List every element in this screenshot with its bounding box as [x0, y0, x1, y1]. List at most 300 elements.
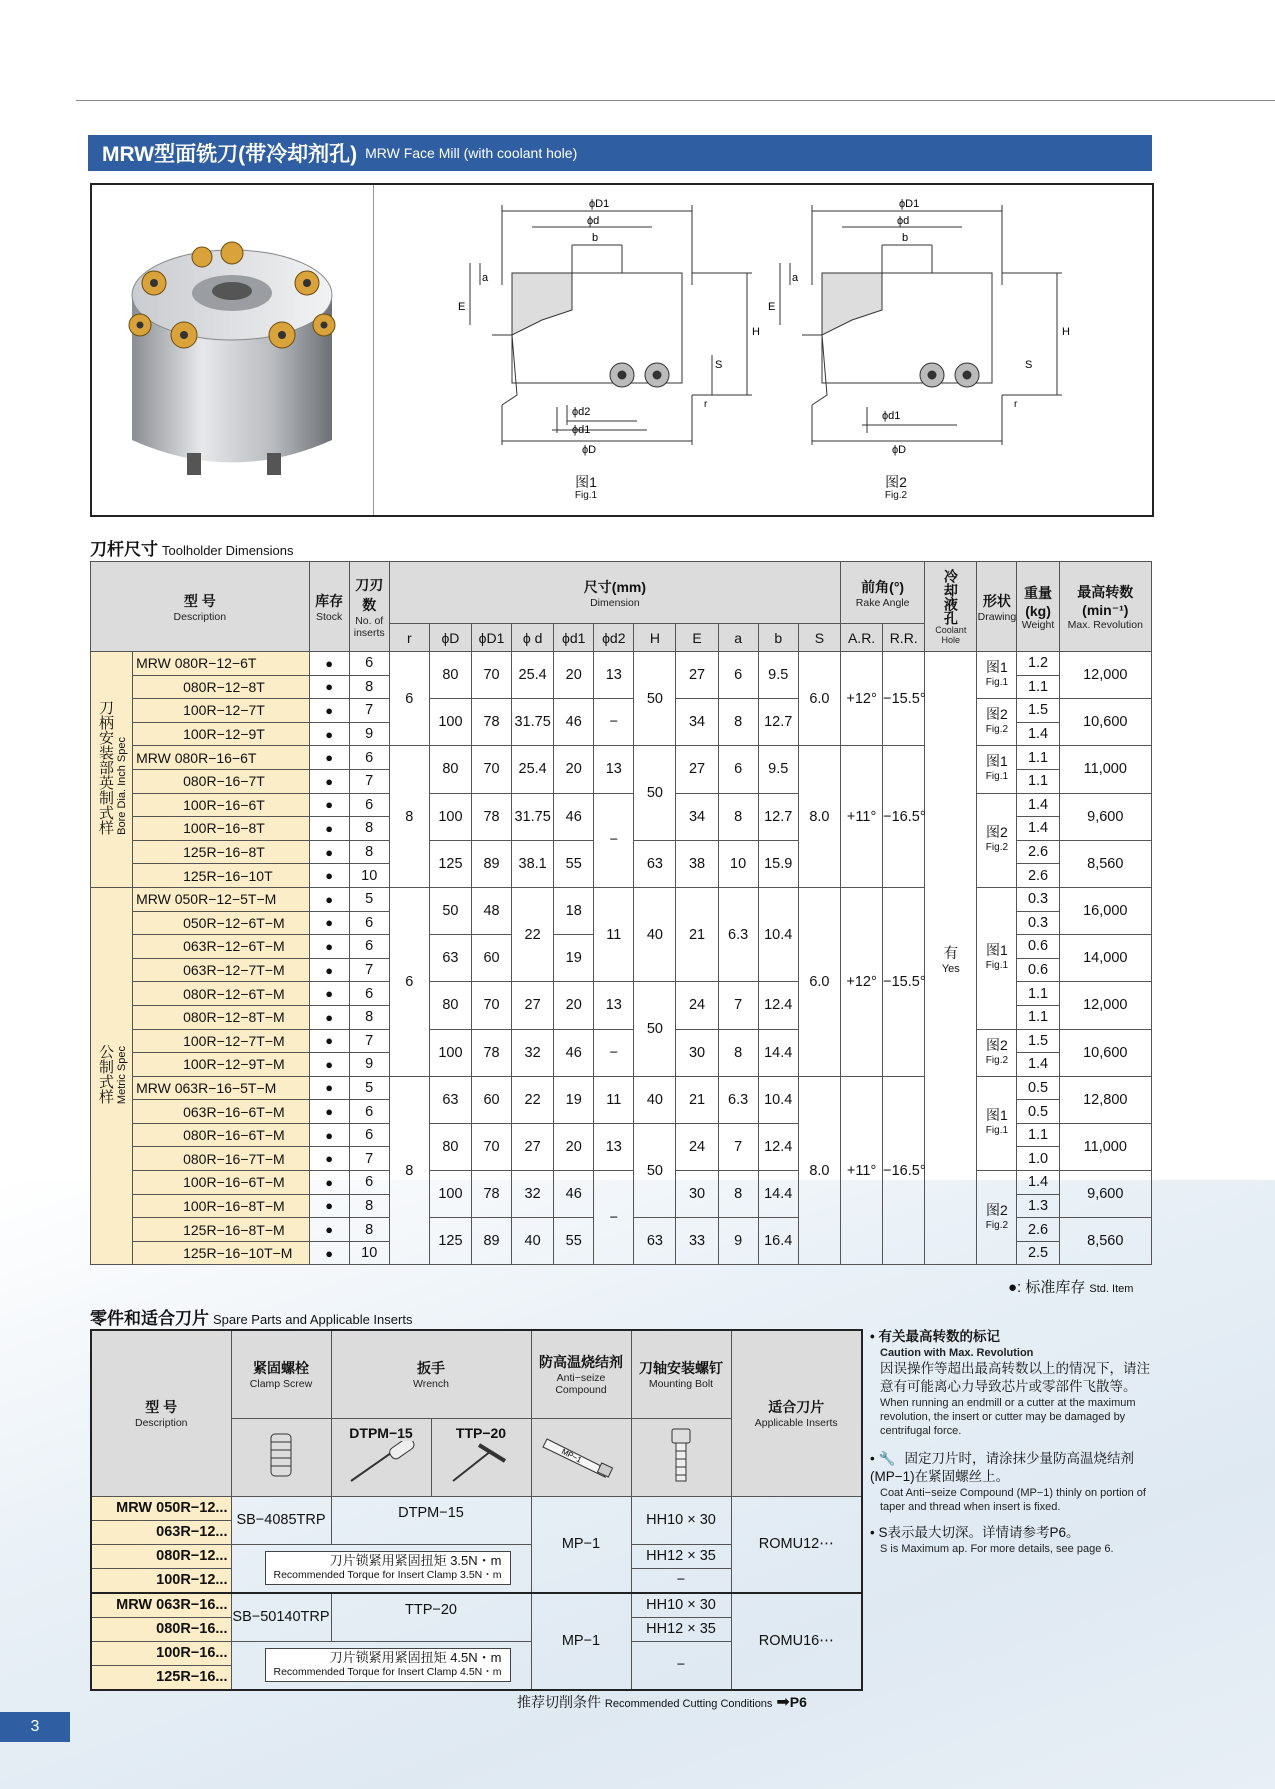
label2-d1: ϕd1 — [882, 410, 901, 422]
table-row: 063R−12−6T−M — [133, 935, 309, 959]
wrench-small-icon: 🔧 — [878, 1451, 896, 1466]
d-cell: 27 — [512, 1123, 554, 1170]
table-row: 050R−12−6T−M — [133, 911, 309, 935]
col-b: b — [758, 624, 798, 652]
maxrev-cell: 10,600 — [1059, 699, 1151, 746]
col-D1: ϕD1 — [471, 624, 511, 652]
H-cell: 63 — [634, 1218, 676, 1265]
inserts-cell: 8 — [349, 817, 389, 841]
d-cell: 22 — [512, 887, 554, 981]
fig2-en: Fig.2 — [884, 490, 908, 501]
b-cell: 9.5 — [758, 652, 798, 699]
a-cell: 8 — [718, 1029, 758, 1076]
weight-cell: 0.3 — [1017, 887, 1059, 911]
fig2-caption — [866, 475, 926, 503]
parts-hdr-antiseize: 防高温烧结剂 Anti−seize Compound — [531, 1330, 631, 1418]
D1-cell: 48 — [471, 887, 511, 934]
weight-cell: 0.5 — [1017, 1100, 1059, 1124]
parts-title-en: Spare Parts and Applicable Inserts — [213, 1312, 413, 1327]
d1-cell: 46 — [554, 699, 594, 746]
col-E: E — [676, 624, 718, 652]
maxrev-cell: 8,560 — [1059, 1218, 1151, 1265]
D-cell: 100 — [429, 1171, 471, 1218]
label2-D: ϕD — [892, 444, 907, 456]
d2-cell: 11 — [594, 1076, 634, 1123]
torque-note-cell — [231, 1641, 531, 1690]
d2-cell: 13 — [594, 652, 634, 699]
weight-cell: 0.6 — [1017, 935, 1059, 959]
a-cell: 6 — [718, 652, 758, 699]
parts-model-row: MRW 063R−16... — [91, 1593, 231, 1618]
torque-note: 刀片锁紧用紧固扭矩 3.5N・m Recommended Torque for Insert Clamp 3.5N・m — [265, 1551, 511, 1585]
label2-E: E — [768, 301, 776, 313]
torque-note-cell — [231, 1544, 531, 1593]
a-cell: 10 — [718, 840, 758, 887]
weight-cell: 1.1 — [1017, 1005, 1059, 1029]
b-cell: 14.4 — [758, 1029, 798, 1076]
std-note-zh: ●: 标准库存 — [1008, 1279, 1086, 1296]
stock-dot: ● — [309, 1241, 349, 1265]
inserts-cell: 6 — [349, 793, 389, 817]
stock-dot: ● — [309, 1218, 349, 1242]
stock-dot: ● — [309, 1171, 349, 1195]
E-cell: 34 — [676, 793, 718, 840]
inserts-cell: 6 — [349, 935, 389, 959]
rec-en: Recommended Cutting Conditions — [604, 1698, 773, 1710]
drawing-cell: 图2 Fig.2 — [977, 793, 1017, 887]
label-d2: ϕd2 — [572, 406, 591, 418]
RR-cell: −16.5° — [883, 746, 925, 888]
col-a: a — [718, 624, 758, 652]
E-cell: 33 — [676, 1218, 718, 1265]
d2-cell: 13 — [594, 746, 634, 793]
insert-cell: ROMU12⋯ — [731, 1496, 862, 1593]
fig1-en: Fig.1 — [574, 490, 598, 501]
drawing-cell: 图2 Fig.2 — [977, 1171, 1017, 1265]
d-cell: 31.75 — [512, 699, 554, 746]
D-cell: 80 — [429, 982, 471, 1029]
stock-dot: ● — [309, 652, 349, 676]
inserts-cell: 8 — [349, 840, 389, 864]
col-d2: ϕd2 — [594, 624, 634, 652]
maxrev-cell: 14,000 — [1059, 935, 1151, 982]
table-row: 080R−12−8T — [133, 675, 309, 699]
b-cell: 12.7 — [758, 793, 798, 840]
table-row: 063R−12−7T−M — [133, 958, 309, 982]
torque-note: 刀片锁紧用紧固扭矩 4.5N・m Recommended Torque for Insert Clamp 4.5N・m — [265, 1648, 511, 1682]
inserts-cell: 9 — [349, 1053, 389, 1077]
clamp-screw-cell: SB−4085TRP — [231, 1496, 331, 1544]
note3-en: S is Maximum ap. For more details, see page 6. — [880, 1543, 1114, 1555]
drawing-cell: 图2 Fig.2 — [977, 699, 1017, 746]
weight-cell: 0.6 — [1017, 958, 1059, 982]
notes-panel: • 有关最高转数的标记 Caution with Max. Revolution 因误操作等超出最高转数以上的情况下，请注意有可能离心力导致芯片或零部件飞散等。 When running an endmill or a cutter at the maximum revolution, the insert or cutter may be damaged by centrifugal force. • 🔧 固定刀片时，请涂抹少量防高温烧结剂(MP−1)在紧固螺丝上。 Coat Anti−seize Compound (MP−1) thinly on portion of taper and thread when insert is fixed. • S表示最大切深。详情请参考P6。 S is Maximum ap. For more details, see page 6. — [870, 1328, 1155, 1556]
weight-cell: 1.5 — [1017, 1029, 1059, 1053]
bolt-cell: HH10 × 30 — [631, 1496, 731, 1544]
stock-dot: ● — [309, 675, 349, 699]
H-cell: 63 — [634, 840, 676, 887]
recommended-conditions-link[interactable] — [517, 1692, 807, 1712]
note2-zh: 固定刀片时，请涂抹少量防高温烧结剂(MP−1)在紧固螺丝上。 — [870, 1451, 1134, 1484]
inserts-cell: 6 — [349, 746, 389, 770]
D-cell: 100 — [429, 793, 471, 840]
label2-r: r — [1014, 399, 1018, 410]
weight-cell: 1.2 — [1017, 652, 1059, 676]
b-cell: 10.4 — [758, 1076, 798, 1123]
table-row: 063R−16−6T−M — [133, 1100, 309, 1124]
bolt-cell: HH10 × 30 — [631, 1593, 731, 1618]
col-H: H — [634, 624, 676, 652]
label-r: r — [704, 399, 708, 410]
weight-cell: 1.1 — [1017, 675, 1059, 699]
stock-dot: ● — [309, 1076, 349, 1100]
d1-cell: 46 — [554, 1029, 594, 1076]
inserts-cell: 6 — [349, 982, 389, 1006]
D-cell: 100 — [429, 699, 471, 746]
table-row: 080R−12−6T−M — [133, 982, 309, 1006]
stock-dot: ● — [309, 1053, 349, 1077]
weight-cell: 2.6 — [1017, 1218, 1059, 1242]
label-d1: ϕd1 — [572, 424, 591, 436]
product-photo — [92, 185, 372, 515]
dimensions-section-title — [90, 535, 294, 560]
d2-cell: 11 — [594, 887, 634, 981]
H-cell: 50 — [634, 746, 676, 840]
maxrev-cell: 16,000 — [1059, 887, 1151, 934]
group-inch-label: 刀柄安装部英制式样 Bore Dia. Inch Spec — [91, 652, 133, 888]
hdr-drawing: 形状 Drawing — [977, 562, 1017, 652]
weight-cell: 1.4 — [1017, 793, 1059, 817]
stock-dot: ● — [309, 911, 349, 935]
E-cell: 21 — [676, 1076, 718, 1123]
screwdriver-icon — [341, 1441, 421, 1485]
drawing-cell: 图1 Fig.1 — [977, 652, 1017, 699]
d2-cell: − — [594, 1171, 634, 1265]
D-cell: 50 — [429, 887, 471, 934]
stock-dot: ● — [309, 1194, 349, 1218]
a-cell: 6.3 — [718, 1076, 758, 1123]
rec-page: P6 — [789, 1694, 807, 1710]
page-number: 3 — [0, 1712, 70, 1742]
inserts-cell: 7 — [349, 699, 389, 723]
col-D: ϕD — [429, 624, 471, 652]
figure-box — [90, 183, 1154, 517]
d2-cell: − — [594, 793, 634, 887]
E-cell: 21 — [676, 887, 718, 981]
S-cell: 6.0 — [798, 887, 840, 1076]
parts-model-row: 100R−12... — [91, 1568, 231, 1593]
a-cell: 6 — [718, 746, 758, 793]
label2-a: a — [792, 272, 799, 284]
d-cell: 22 — [512, 1076, 554, 1123]
H-cell: 50 — [634, 652, 676, 746]
inserts-cell: 5 — [349, 1076, 389, 1100]
inserts-cell: 7 — [349, 958, 389, 982]
table-row: MRW 050R−12−5T−M — [133, 887, 309, 911]
weight-cell: 1.5 — [1017, 699, 1059, 723]
rec-zh: 推荐切削条件 — [517, 1694, 601, 1710]
title-zh: MRW型面铣刀(带冷却剂孔) — [102, 143, 358, 166]
hdr-stock: 库存 Stock — [309, 562, 349, 652]
D1-cell: 89 — [471, 840, 511, 887]
inserts-cell: 10 — [349, 864, 389, 888]
D1-cell: 60 — [471, 935, 511, 982]
r-cell: 6 — [389, 652, 429, 746]
d-cell: 40 — [512, 1218, 554, 1265]
a-cell: 7 — [718, 1123, 758, 1170]
D1-cell: 70 — [471, 652, 511, 699]
group-metric-label: 公制式样 Metric Spec — [91, 887, 133, 1265]
dim-title-en: Toolholder Dimensions — [162, 543, 294, 558]
label-E: E — [458, 301, 466, 313]
r-cell: 6 — [389, 887, 429, 1076]
D-cell: 80 — [429, 746, 471, 793]
dimensions-table — [90, 561, 1152, 1265]
figure-divider — [373, 185, 374, 515]
inserts-cell: 7 — [349, 1147, 389, 1171]
E-cell: 38 — [676, 840, 718, 887]
d1-cell: 19 — [554, 1076, 594, 1123]
E-cell: 24 — [676, 982, 718, 1029]
d2-cell: − — [594, 699, 634, 746]
fig2-drawing — [702, 185, 1132, 515]
weight-cell: 0.5 — [1017, 1076, 1059, 1100]
col-r: r — [389, 624, 429, 652]
face-mill-photo-icon — [92, 185, 372, 515]
stock-dot: ● — [309, 793, 349, 817]
AR-cell: +11° — [841, 746, 883, 888]
maxrev-cell: 11,000 — [1059, 1123, 1151, 1170]
table-row: 100R−16−6T−M — [133, 1171, 309, 1195]
inserts-cell: 8 — [349, 675, 389, 699]
weight-cell: 1.4 — [1017, 1171, 1059, 1195]
table-row: 125R−16−10T — [133, 864, 309, 888]
table-row: 100R−16−6T — [133, 793, 309, 817]
D-cell: 100 — [429, 1029, 471, 1076]
S-cell: 8.0 — [798, 746, 840, 888]
table-row: 100R−12−9T−M — [133, 1053, 309, 1077]
table-row: 100R−16−8T — [133, 817, 309, 841]
d1-cell: 46 — [554, 1171, 594, 1218]
weight-cell: 1.4 — [1017, 1053, 1059, 1077]
b-cell: 16.4 — [758, 1218, 798, 1265]
table-row: 100R−12−9T — [133, 722, 309, 746]
label-D: ϕD — [582, 444, 597, 456]
weight-cell: 0.3 — [1017, 911, 1059, 935]
weight-cell: 1.0 — [1017, 1147, 1059, 1171]
RR-cell: −15.5° — [883, 652, 925, 746]
D1-cell: 78 — [471, 793, 511, 840]
d-cell: 27 — [512, 982, 554, 1029]
col-d1: ϕd1 — [554, 624, 594, 652]
stock-dot: ● — [309, 887, 349, 911]
wrench-cell: TTP−20 — [331, 1593, 531, 1642]
label-S: S — [715, 359, 723, 371]
E-cell: 30 — [676, 1171, 718, 1218]
inserts-cell: 8 — [349, 1194, 389, 1218]
inserts-cell: 8 — [349, 1005, 389, 1029]
b-cell: 15.9 — [758, 840, 798, 887]
col-RR: R.R. — [883, 624, 925, 652]
D1-cell: 70 — [471, 982, 511, 1029]
D-cell: 80 — [429, 652, 471, 699]
D1-cell: 70 — [471, 746, 511, 793]
d2-cell: − — [594, 1029, 634, 1076]
drawing-cell: 图1 Fig.1 — [977, 1076, 1017, 1170]
d1-cell: 46 — [554, 793, 594, 840]
stock-dot: ● — [309, 769, 349, 793]
inserts-cell: 5 — [349, 887, 389, 911]
hdr-weight: 重量(kg) Weight — [1017, 562, 1059, 652]
weight-cell: 1.1 — [1017, 769, 1059, 793]
table-row: MRW 080R−12−6T — [133, 652, 309, 676]
hdr-dimension: 尺寸(mm) Dimension — [389, 562, 840, 624]
E-cell: 30 — [676, 1029, 718, 1076]
wrench1-cell: DTPM−15 — [331, 1418, 431, 1496]
weight-cell: 1.1 — [1017, 1123, 1059, 1147]
bolt-cell: − — [631, 1568, 731, 1593]
dim-title-zh: 刀杆尺寸 — [90, 540, 158, 559]
parts-model-row: 100R−16... — [91, 1641, 231, 1665]
label-d: ϕd — [587, 215, 600, 227]
E-cell: 27 — [676, 746, 718, 793]
inserts-cell: 9 — [349, 722, 389, 746]
weight-cell: 1.1 — [1017, 982, 1059, 1006]
parts-model-row: 080R−16... — [91, 1617, 231, 1641]
clamp-screw-cell: SB−50140TRP — [231, 1593, 331, 1642]
stock-dot: ● — [309, 1123, 349, 1147]
table-row: MRW 080R−16−6T — [133, 746, 309, 770]
title-en: MRW Face Mill (with coolant hole) — [365, 145, 578, 161]
maxrev-cell: 9,600 — [1059, 793, 1151, 840]
tube-label: MP−1 — [560, 1446, 583, 1465]
inserts-cell: 7 — [349, 769, 389, 793]
inserts-cell: 6 — [349, 1171, 389, 1195]
parts-model-row: 080R−12... — [91, 1544, 231, 1568]
a-cell: 7 — [718, 982, 758, 1029]
D-cell: 80 — [429, 1123, 471, 1170]
table-row: 100R−12−7T−M — [133, 1029, 309, 1053]
d1-cell: 20 — [554, 746, 594, 793]
fig1-caption — [556, 475, 616, 503]
table-row: 080R−16−6T−M — [133, 1123, 309, 1147]
table-row: 080R−16−7T — [133, 769, 309, 793]
title-bar — [88, 135, 1152, 171]
maxrev-cell: 12,000 — [1059, 982, 1151, 1029]
D1-cell: 70 — [471, 1123, 511, 1170]
parts-hdr-description: 型 号 Description — [91, 1330, 231, 1496]
inserts-cell: 6 — [349, 652, 389, 676]
label-a: a — [482, 272, 489, 284]
standard-item-note — [1008, 1276, 1133, 1297]
parts-model-row: 063R−12... — [91, 1520, 231, 1544]
weight-cell: 1.3 — [1017, 1194, 1059, 1218]
hdr-rake: 前角(°) Rake Angle — [841, 562, 925, 624]
std-note-en: Std. Item — [1089, 1283, 1134, 1295]
b-cell: 12.7 — [758, 699, 798, 746]
d1-cell: 20 — [554, 982, 594, 1029]
hdr-inserts: 刀刃数 No. of inserts — [349, 562, 389, 652]
hdr-description: 型 号 Description — [91, 562, 310, 652]
label-D1: ϕD1 — [589, 198, 610, 210]
S-cell: 6.0 — [798, 652, 840, 746]
inserts-cell: 10 — [349, 1241, 389, 1265]
stock-dot: ● — [309, 817, 349, 841]
stock-dot: ● — [309, 864, 349, 888]
S-cell: 8.0 — [798, 1076, 840, 1265]
b-cell: 12.4 — [758, 982, 798, 1029]
stock-dot: ● — [309, 722, 349, 746]
d2-cell: 13 — [594, 1123, 634, 1170]
label2-d: ϕd — [897, 215, 910, 227]
d-cell: 38.1 — [512, 840, 554, 887]
H-cell: 40 — [634, 887, 676, 981]
stock-dot: ● — [309, 1029, 349, 1053]
H-cell: 40 — [634, 1076, 676, 1123]
compound-tube-icon — [531, 1418, 631, 1496]
a-cell: 9 — [718, 1218, 758, 1265]
table-row: 125R−16−10T−M — [133, 1241, 309, 1265]
b-cell: 10.4 — [758, 887, 798, 981]
E-cell: 24 — [676, 1123, 718, 1170]
table-row: 100R−16−8T−M — [133, 1194, 309, 1218]
D1-cell: 78 — [471, 1171, 511, 1218]
D-cell: 63 — [429, 935, 471, 982]
label-b: b — [592, 232, 599, 244]
weight-cell: 1.4 — [1017, 722, 1059, 746]
parts-table — [90, 1329, 863, 1691]
maxrev-cell: 8,560 — [1059, 840, 1151, 887]
D-cell: 125 — [429, 1218, 471, 1265]
arrow-right-icon: ➡ — [776, 1694, 790, 1711]
bolt-cell: HH12 × 35 — [631, 1544, 731, 1568]
parts-model-row: MRW 050R−12... — [91, 1496, 231, 1520]
b-cell: 14.4 — [758, 1171, 798, 1218]
maxrev-cell: 10,600 — [1059, 1029, 1151, 1076]
weight-cell: 2.6 — [1017, 840, 1059, 864]
maxrev-cell: 12,800 — [1059, 1076, 1151, 1123]
stock-dot: ● — [309, 935, 349, 959]
d-cell: 25.4 — [512, 746, 554, 793]
AR-cell: +12° — [841, 887, 883, 1076]
maxrev-cell: 11,000 — [1059, 746, 1151, 793]
d1-cell: 18 — [554, 887, 594, 934]
compound-cell: MP−1 — [531, 1496, 631, 1593]
table-row: 080R−16−7T−M — [133, 1147, 309, 1171]
table-row: MRW 063R−16−5T−M — [133, 1076, 309, 1100]
fig2-zh: 图2 — [885, 474, 907, 490]
d-cell: 25.4 — [512, 652, 554, 699]
insert-cell: ROMU16⋯ — [731, 1593, 862, 1690]
d-cell: 31.75 — [512, 793, 554, 840]
d2-cell: 13 — [594, 982, 634, 1029]
parts-hdr-bolt: 刀轴安装螺钉 Mounting Bolt — [631, 1330, 731, 1418]
a-cell: 6.3 — [718, 887, 758, 981]
d1-cell: 20 — [554, 652, 594, 699]
b-cell: 12.4 — [758, 1123, 798, 1170]
D1-cell: 89 — [471, 1218, 511, 1265]
a-cell: 8 — [718, 793, 758, 840]
inserts-cell: 6 — [349, 1100, 389, 1124]
weight-cell: 2.5 — [1017, 1241, 1059, 1265]
note1-title-zh: • 有关最高转数的标记 — [870, 1329, 1000, 1344]
H-cell: 50 — [634, 1123, 676, 1217]
RR-cell: −15.5° — [883, 887, 925, 1076]
stock-dot: ● — [309, 1100, 349, 1124]
E-cell: 34 — [676, 699, 718, 746]
stock-dot: ● — [309, 699, 349, 723]
inserts-cell: 6 — [349, 911, 389, 935]
